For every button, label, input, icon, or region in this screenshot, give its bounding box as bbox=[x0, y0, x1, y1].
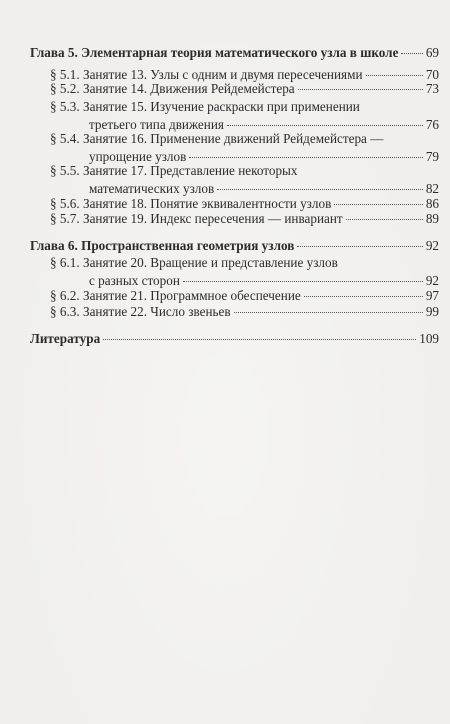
dot-leader bbox=[346, 219, 423, 220]
section-title-continued: третьего типа движения bbox=[89, 117, 224, 132]
dot-leader bbox=[304, 296, 423, 297]
section-title: § 6.2. Занятие 21. Программное обеспечение bbox=[50, 288, 301, 303]
toc-section-6-3[interactable] bbox=[50, 303, 439, 321]
dot-leader bbox=[227, 125, 423, 126]
section-title: § 5.3. Занятие 15. Изучение раскраски при применении bbox=[50, 99, 360, 114]
page-number: 97 bbox=[425, 288, 439, 303]
toc-chapter-5[interactable] bbox=[30, 44, 439, 62]
toc-section-5-2[interactable] bbox=[50, 80, 439, 98]
page-number: 92 bbox=[425, 238, 439, 253]
literature-title: Литература bbox=[30, 331, 101, 346]
page-number: 99 bbox=[425, 304, 439, 319]
section-title: § 5.5. Занятие 17. Представление некоторых bbox=[50, 163, 298, 178]
section-title-continued: упрощение узлов bbox=[89, 149, 187, 164]
page-number: 89 bbox=[425, 211, 439, 226]
dot-leader bbox=[366, 75, 423, 76]
chapter-title: Глава 6. Пространственная геометрия узлов bbox=[30, 238, 295, 253]
dot-leader bbox=[401, 53, 422, 54]
page-number: 70 bbox=[425, 67, 439, 82]
page-number: 76 bbox=[425, 117, 439, 132]
section-title-continued: с разных сторон bbox=[89, 273, 180, 288]
section-title: § 6.1. Занятие 20. Вращение и представление узлов bbox=[50, 255, 338, 270]
toc-section-5-5[interactable] bbox=[50, 162, 439, 198]
dot-leader bbox=[183, 281, 423, 282]
toc-literature[interactable] bbox=[30, 330, 439, 348]
dot-leader bbox=[234, 312, 423, 313]
dot-leader bbox=[189, 157, 422, 158]
section-title: § 5.6. Занятие 18. Понятие эквивалентности узлов bbox=[50, 196, 332, 211]
dot-leader bbox=[334, 204, 423, 205]
toc-section-6-1[interactable] bbox=[50, 254, 439, 290]
dot-leader bbox=[217, 189, 423, 190]
section-title: § 5.7. Занятие 19. Индекс пересечения — инвариант bbox=[50, 211, 343, 226]
toc-section-5-7[interactable] bbox=[50, 210, 439, 228]
toc-chapter-6[interactable] bbox=[30, 237, 439, 255]
page-number: 92 bbox=[425, 273, 439, 288]
toc-section-5-4[interactable] bbox=[50, 130, 439, 166]
dot-leader bbox=[103, 339, 416, 340]
page-number: 82 bbox=[425, 181, 439, 196]
section-title: § 5.4. Занятие 16. Применение движений Рейдемейстера — bbox=[50, 131, 384, 146]
section-title: § 5.2. Занятие 14. Движения Рейдемейстера bbox=[50, 81, 295, 96]
section-title-continued: математических узлов bbox=[89, 181, 215, 196]
section-title: § 5.1. Занятие 13. Узлы с одним и двумя пересечениями bbox=[50, 67, 363, 82]
page-number: 86 bbox=[425, 196, 439, 211]
page-number: 109 bbox=[419, 331, 439, 346]
page-number: 73 bbox=[425, 81, 439, 96]
page-number: 69 bbox=[425, 45, 439, 60]
section-title: § 6.3. Занятие 22. Число звеньев bbox=[50, 304, 231, 319]
toc-section-5-3[interactable] bbox=[50, 98, 439, 134]
dot-leader bbox=[298, 89, 423, 90]
chapter-title: Глава 5. Элементарная теория математического узла в школе bbox=[30, 45, 399, 60]
dot-leader bbox=[297, 246, 422, 247]
page-number: 79 bbox=[425, 149, 439, 164]
